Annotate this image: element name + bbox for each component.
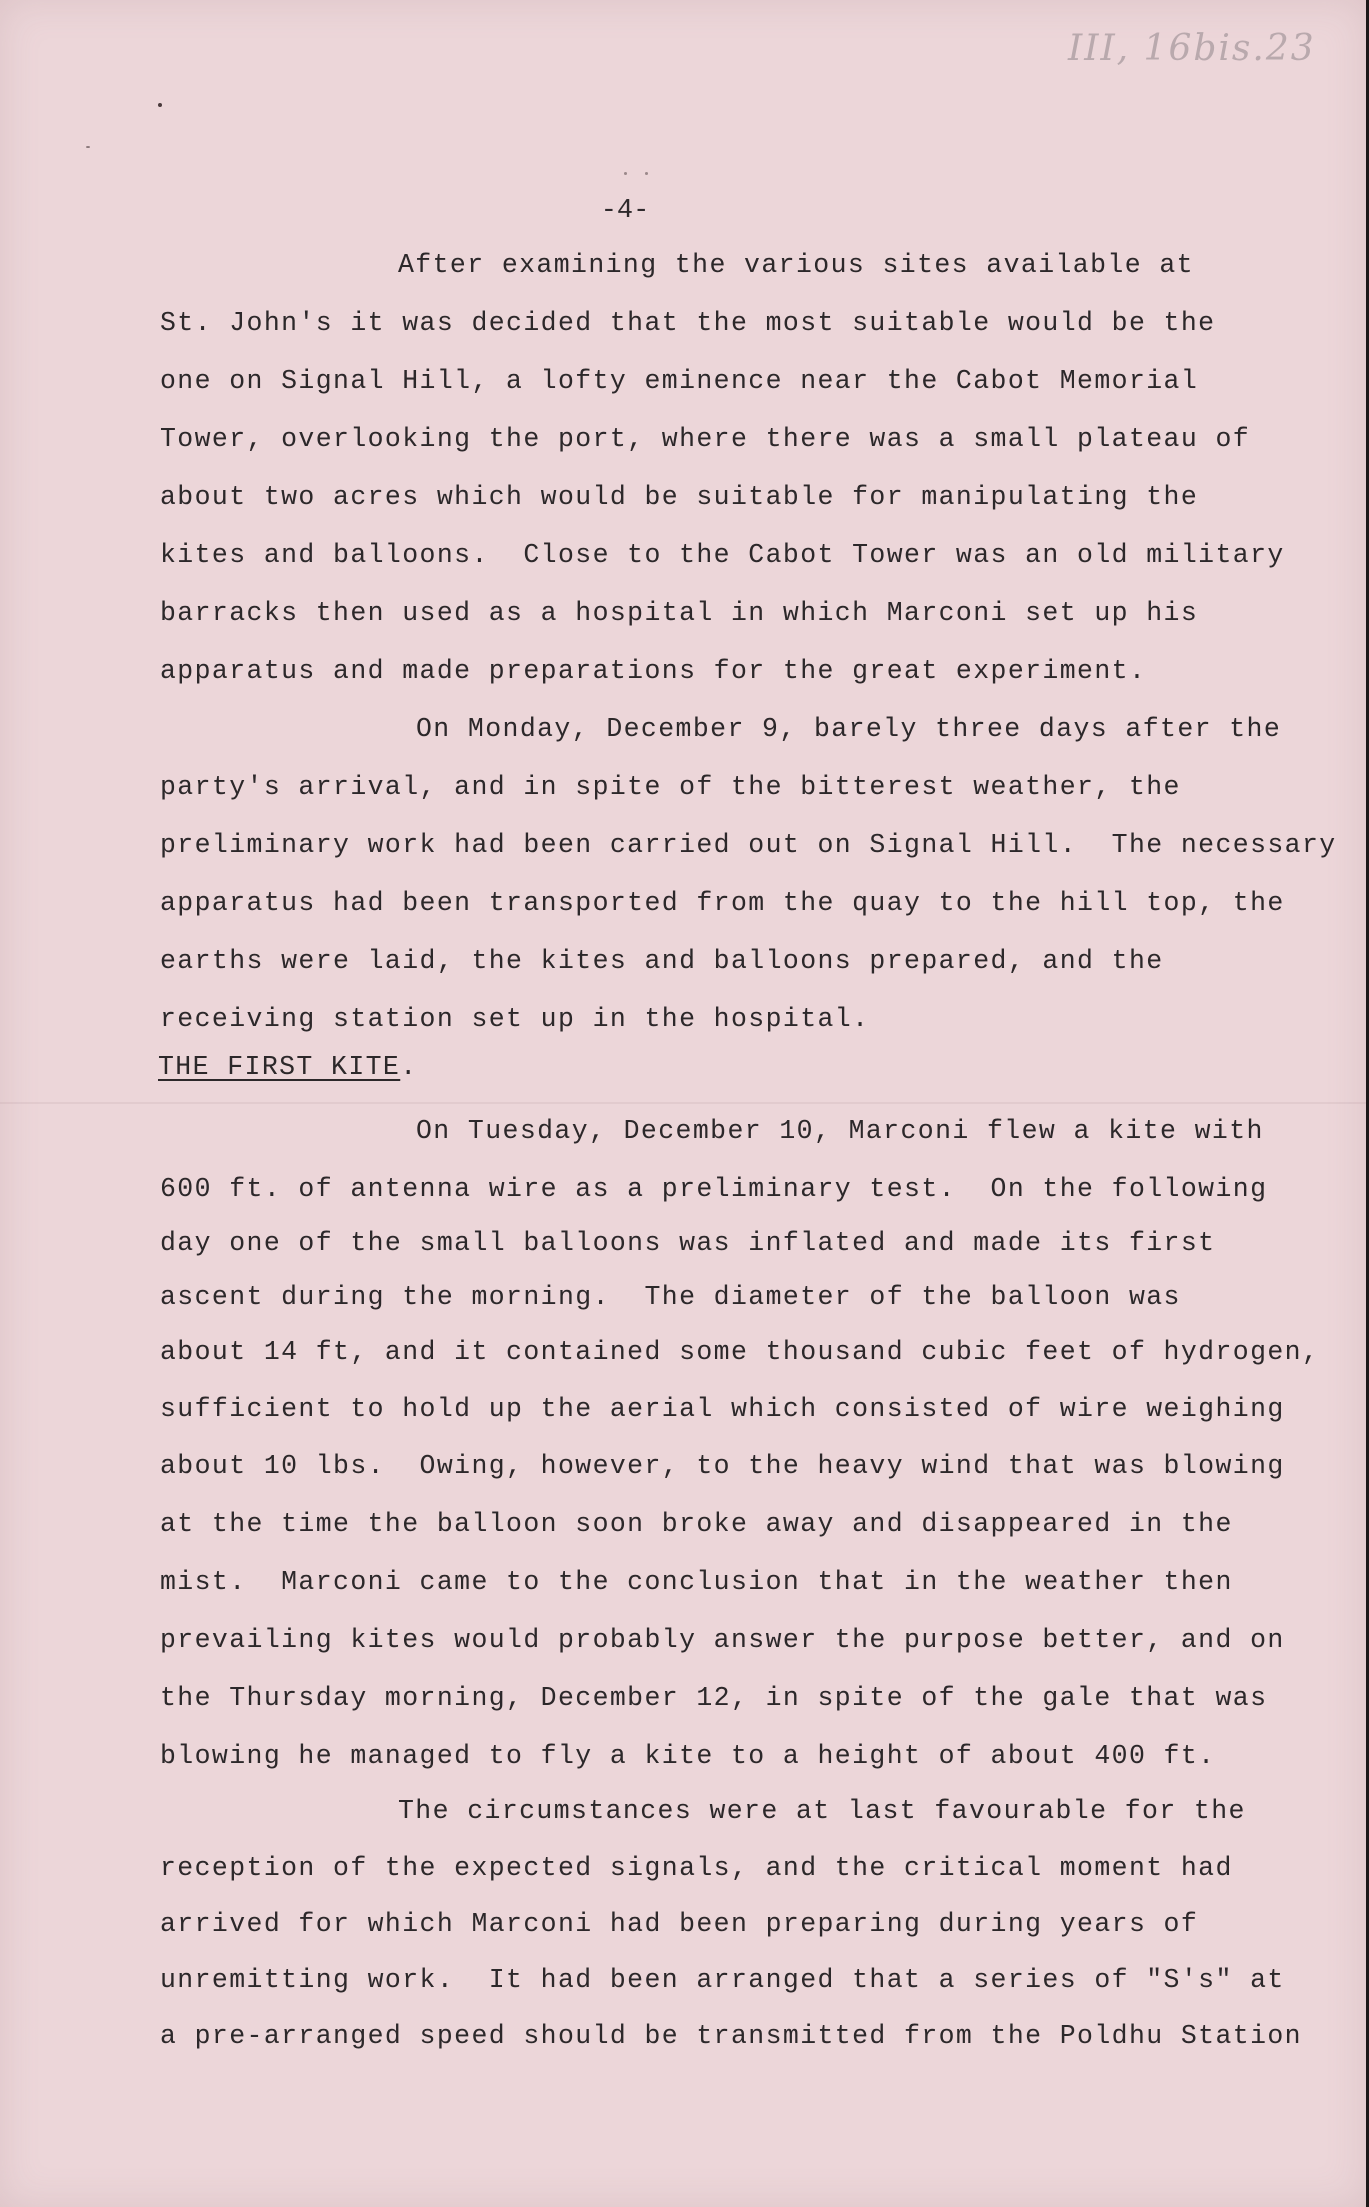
text-line: After examining the various sites available at (398, 250, 1194, 280)
text-line: day one of the small balloons was inflated and made its first (160, 1228, 1216, 1258)
text-line: blowing he managed to fly a kite to a height of about 400 ft. (160, 1741, 1216, 1771)
text-line: at the time the balloon soon broke away and disappeared in the (160, 1509, 1233, 1539)
text-line: party's arrival, and in spite of the bitterest weather, the (160, 772, 1181, 802)
text-line: The circumstances were at last favourable for the (398, 1796, 1246, 1826)
ink-speck (624, 172, 627, 175)
text-line: arrived for which Marconi had been preparing during years of (160, 1909, 1199, 1939)
text-line: On Tuesday, December 10, Marconi flew a kite with (416, 1116, 1264, 1146)
text-line: reception of the expected signals, and the critical moment had (160, 1853, 1233, 1883)
ink-speck (645, 172, 648, 175)
ink-speck (86, 146, 90, 148)
section-heading-text: THE FIRST KITE (158, 1052, 401, 1082)
text-line: mist. Marconi came to the conclusion that in the weather then (160, 1567, 1233, 1597)
text-line: 600 ft. of antenna wire as a preliminary test. On the following (160, 1174, 1268, 1204)
section-heading-period: . (400, 1052, 418, 1082)
text-line: apparatus had been transported from the quay to the hill top, the (160, 888, 1285, 918)
page-number: -4- (600, 196, 650, 226)
text-line: receiving station set up in the hospital. (160, 1004, 870, 1034)
text-line: Tower, overlooking the port, where there was a small plateau of (160, 424, 1251, 454)
text-line: preliminary work had been carried out on Signal Hill. The necessary (160, 830, 1337, 860)
text-line: a pre-arranged speed should be transmitted from the Poldhu Station (160, 2021, 1302, 2051)
text-line: about 10 lbs. Owing, however, to the heavy wind that was blowing (160, 1451, 1285, 1481)
text-line: about 14 ft, and it contained some thousand cubic feet of hydrogen, (160, 1337, 1320, 1367)
text-line: sufficient to hold up the aerial which consisted of wire weighing (160, 1394, 1285, 1424)
paper-fold (0, 1102, 1366, 1104)
text-line: barracks then used as a hospital in which Marconi set up his (160, 598, 1199, 628)
ink-speck (158, 103, 162, 107)
text-line: kites and balloons. Close to the Cabot Tower was an old military (160, 540, 1285, 570)
archive-reference: III, 16bis.23 (1068, 28, 1316, 69)
text-line: On Monday, December 9, barely three days after the (416, 714, 1282, 744)
text-line: prevailing kites would probably answer the purpose better, and on (160, 1625, 1285, 1655)
section-heading (158, 1052, 418, 1082)
text-line: apparatus and made preparations for the great experiment. (160, 656, 1147, 686)
text-line: one on Signal Hill, a lofty eminence near the Cabot Memorial (160, 366, 1199, 396)
text-line: earths were laid, the kites and balloons prepared, and the (160, 946, 1164, 976)
text-line: unremitting work. It had been arranged that a series of "S's" at (160, 1965, 1285, 1995)
text-line: the Thursday morning, December 12, in spite of the gale that was (160, 1683, 1268, 1713)
text-line: St. John's it was decided that the most suitable would be the (160, 308, 1216, 338)
text-line: about two acres which would be suitable for manipulating the (160, 482, 1199, 512)
text-line: ascent during the morning. The diameter of the balloon was (160, 1282, 1181, 1312)
